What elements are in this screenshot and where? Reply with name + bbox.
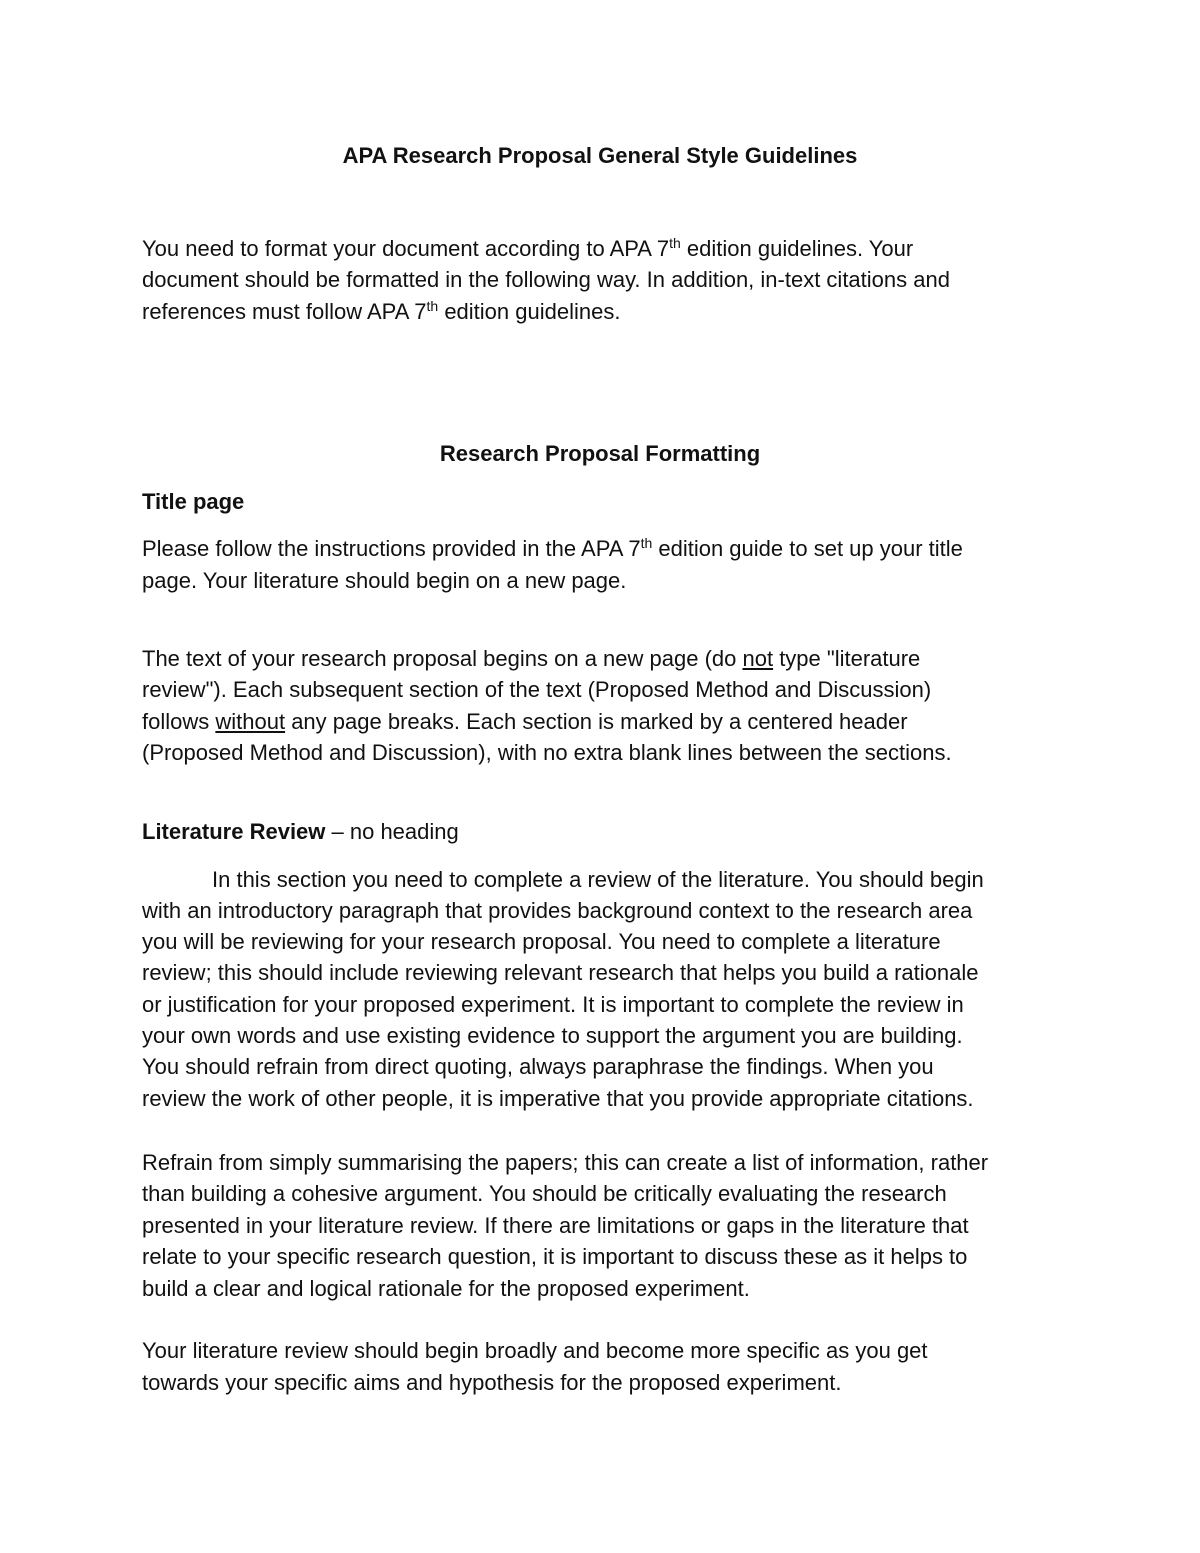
lit-review-line: with an introductory paragraph that provides background context to the research area [142, 898, 973, 923]
lit-review-line: or justification for your proposed experiment. It is important to complete the review in [142, 992, 964, 1017]
lit-review-line: relate to your specific research question, it is important to discuss these as it helps to [142, 1244, 968, 1269]
lit-review-line: Refrain from simply summarising the papers; this can create a list of information, rather [142, 1150, 989, 1175]
title-page-heading: Title page [142, 489, 245, 514]
intro-line: You need to format your document according to APA 7th edition guidelines. Your [142, 235, 914, 261]
lit-review-line: In this section you need to complete a review of the literature. You should begin [212, 867, 984, 892]
lit-review-heading: Literature Review – no heading [142, 819, 459, 844]
lit-review-line: presented in your literature review. If there are limitations or gaps in the literature that [142, 1213, 969, 1238]
lit-review-line: your own words and use existing evidence to support the argument you are building. [142, 1023, 963, 1048]
document-title: APA Research Proposal General Style Guidelines [342, 143, 858, 168]
intro-line: references must follow APA 7th edition guidelines. [142, 298, 621, 324]
text-para-line: (Proposed Method and Discussion), with no extra blank lines between the sections. [142, 740, 952, 765]
title-page-line: page. Your literature should begin on a new page. [142, 568, 627, 593]
lit-review-line: You should refrain from direct quoting, always paraphrase the findings. When you [142, 1054, 934, 1079]
section-heading: Research Proposal Formatting [439, 441, 761, 466]
lit-review-line: than building a cohesive argument. You should be critically evaluating the research [142, 1181, 947, 1206]
text-para-line: follows without any page breaks. Each section is marked by a centered header [142, 709, 908, 734]
emphasis-without: without [215, 709, 286, 734]
lit-review-line: build a clear and logical rationale for the proposed experiment. [142, 1276, 750, 1301]
lit-review-line: Your literature review should begin broadly and become more specific as you get [142, 1338, 928, 1363]
title-page-line: Please follow the instructions provided in the APA 7th edition guide to set up your title [142, 535, 963, 561]
lit-review-line: review the work of other people, it is imperative that you provide appropriate citations. [142, 1086, 974, 1111]
intro-line: document should be formatted in the following way. In addition, in-text citations and [142, 267, 950, 292]
emphasis-not: not [742, 646, 774, 671]
lit-review-line: towards your specific aims and hypothesis for the proposed experiment. [142, 1370, 842, 1395]
lit-review-line: review; this should include reviewing relevant research that helps you build a rationale [142, 960, 979, 985]
text-para-line: review"). Each subsequent section of the text (Proposed Method and Discussion) [142, 677, 932, 702]
text-para-line: The text of your research proposal begins on a new page (do not type "literature [142, 646, 921, 671]
lit-review-line: you will be reviewing for your research proposal. You need to complete a literature [142, 929, 941, 954]
